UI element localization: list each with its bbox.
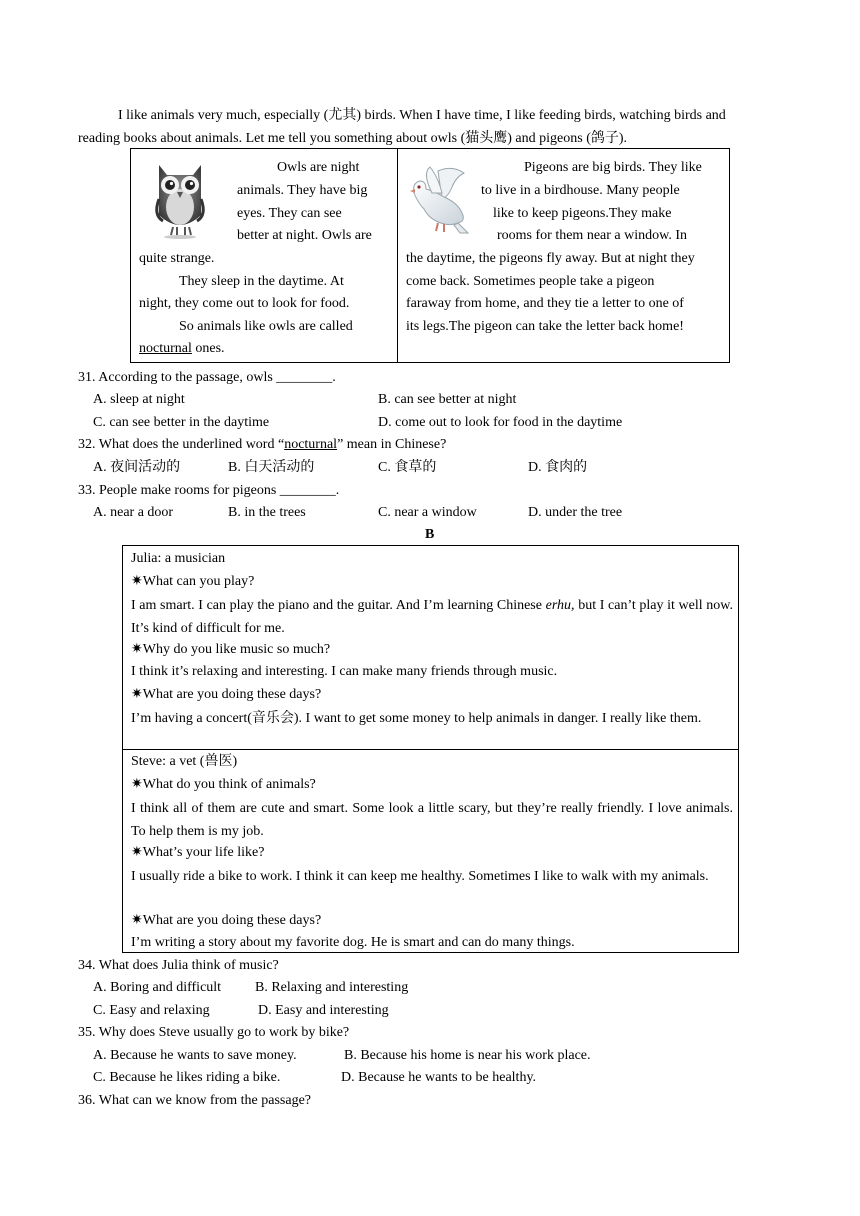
question-33-option-a: A. near a door [93,505,174,520]
owl-text-line: better at night. Owls are [237,228,372,243]
passage-a-table [130,148,730,363]
table-row-divider [123,749,738,750]
owl-text-line: They sleep in the daytime. At [179,274,344,289]
steve-answer-1: I think all of them are cute and smart. Some look a little scary, but they’re really friendly. I love animals. To help them is my job. [131,801,733,839]
question-34-option-a: A. Boring and difficult [93,980,222,995]
question-34-stem: 34. What does Julia think of music? [78,958,279,973]
question-33-option-c: C. near a window [378,505,477,520]
steve-question-1: ✷What do you think of animals? [131,777,316,792]
pigeon-text-line: the daytime, the pigeons fly away. But at night they [406,251,695,266]
passage-b-table [122,545,739,953]
julia-answer-1-pre: I am smart. I can play the piano and the guitar. And I’m learning Chinese [131,598,546,613]
question-32-option-d: D. 食肉的 [528,460,588,475]
steve-answer-2: I usually ride a bike to work. I think it can keep me healthy. Sometimes I like to walk with my animals. [131,869,709,884]
question-35-option-d: D. Because he wants to be healthy. [341,1070,537,1085]
question-31-stem: 31. According to the passage, owls ________. [78,370,336,385]
question-32-option-b: B. 白天活动的 [228,460,315,475]
steve-question-2: ✷What’s your life like? [131,845,265,860]
question-32-underlined-word: nocturnal [284,437,338,452]
question-32-stem [78,436,446,454]
pigeon-text-line: rooms for them near a window. In [497,228,687,243]
owl-cell [131,149,397,362]
owl-text-line: animals. They have big [237,183,368,198]
question-34-option-c: C. Easy and relaxing [93,1003,210,1018]
pigeon-text-line: come back. Sometimes people take a pigeon [406,274,655,289]
question-32-stem-post: ” mean in Chinese? [337,437,447,452]
question-34-option-b: B. Relaxing and interesting [255,980,409,995]
pigeon-text-line: its legs.The pigeon can take the letter back home! [406,319,684,334]
pigeon-text-line: to live in a birdhouse. Many people [481,183,680,198]
pigeon-cell [398,149,731,362]
question-35-option-c: C. Because he likes riding a bike. [93,1070,281,1085]
question-32-option-c: C. 食草的 [378,460,437,475]
question-33-stem: 33. People make rooms for pigeons ________. [78,483,340,498]
question-31-option-c: C. can see better in the daytime [93,415,270,430]
julia-answer-3: I’m having a concert(音乐会). I want to get some money to help animals in danger. I really like them. [131,711,702,726]
pigeon-text-line: Pigeons are big birds. They like [524,160,702,175]
question-32-stem-pre: 32. What does the underlined word “ [78,437,285,452]
owl-last-tail: ones. [191,341,225,356]
steve-question-3: ✷What are you doing these days? [131,913,322,928]
owl-text-line: So animals like owls are called [179,319,353,334]
owl-text-line: eyes. They can see [237,206,342,221]
question-35-stem: 35. Why does Steve usually go to work by bike? [78,1025,350,1040]
julia-question-3: ✷What are you doing these days? [131,687,322,702]
question-31-option-d: D. come out to look for food in the daytime [378,415,623,430]
steve-title: Steve: a vet (兽医) [131,754,238,769]
question-31-option-b: B. can see better at night [378,392,517,407]
julia-question-1: ✷What can you play? [131,574,255,589]
pigeon-text-line: faraway from home, and they tie a letter to one of [406,296,684,311]
julia-answer-2: I think it’s relaxing and interesting. I can make many friends through music. [131,664,558,679]
julia-title: Julia: a musician [131,551,226,566]
question-33-option-b: B. in the trees [228,505,306,520]
julia-answer-1-post: but I can’t play it well now. It’s kind of difficult for me. [131,598,734,636]
owl-text-line: Owls are night [277,160,360,175]
question-35-option-b: B. Because his home is near his work place. [344,1048,591,1063]
owl-last-line [139,340,225,358]
intro-line-2: reading books about animals. Let me tell you something about owls (猫头鹰) and pigeons (鸽子). [78,131,628,146]
section-b-heading: B [425,527,435,542]
intro-line-1: I like animals very much, especially (尤其) birds. When I have time, I like feeding birds, watching birds and [118,108,726,123]
owl-icon [151,155,209,239]
question-33-option-d: D. under the tree [528,505,623,520]
pigeon-icon [408,163,470,239]
question-36-stem: 36. What can we know from the passage? [78,1093,311,1108]
question-32-option-a: A. 夜间活动的 [93,460,181,475]
underlined-word: nocturnal [139,341,192,356]
owl-text-line: quite strange. [139,251,215,266]
steve-answer-3: I’m writing a story about my favorite dog. He is smart and can do many things. [131,935,575,950]
erhu-word: erhu, [545,598,575,613]
question-35-option-a: A. Because he wants to save money. [93,1048,297,1063]
julia-question-2: ✷Why do you like music so much? [131,642,331,657]
julia-answer-1 [131,595,733,640]
question-31-option-a: A. sleep at night [93,392,185,407]
question-34-option-d: D. Easy and interesting [258,1003,389,1018]
pigeon-text-line: like to keep pigeons.They make [493,206,672,221]
owl-text-line: night, they come out to look for food. [139,296,350,311]
